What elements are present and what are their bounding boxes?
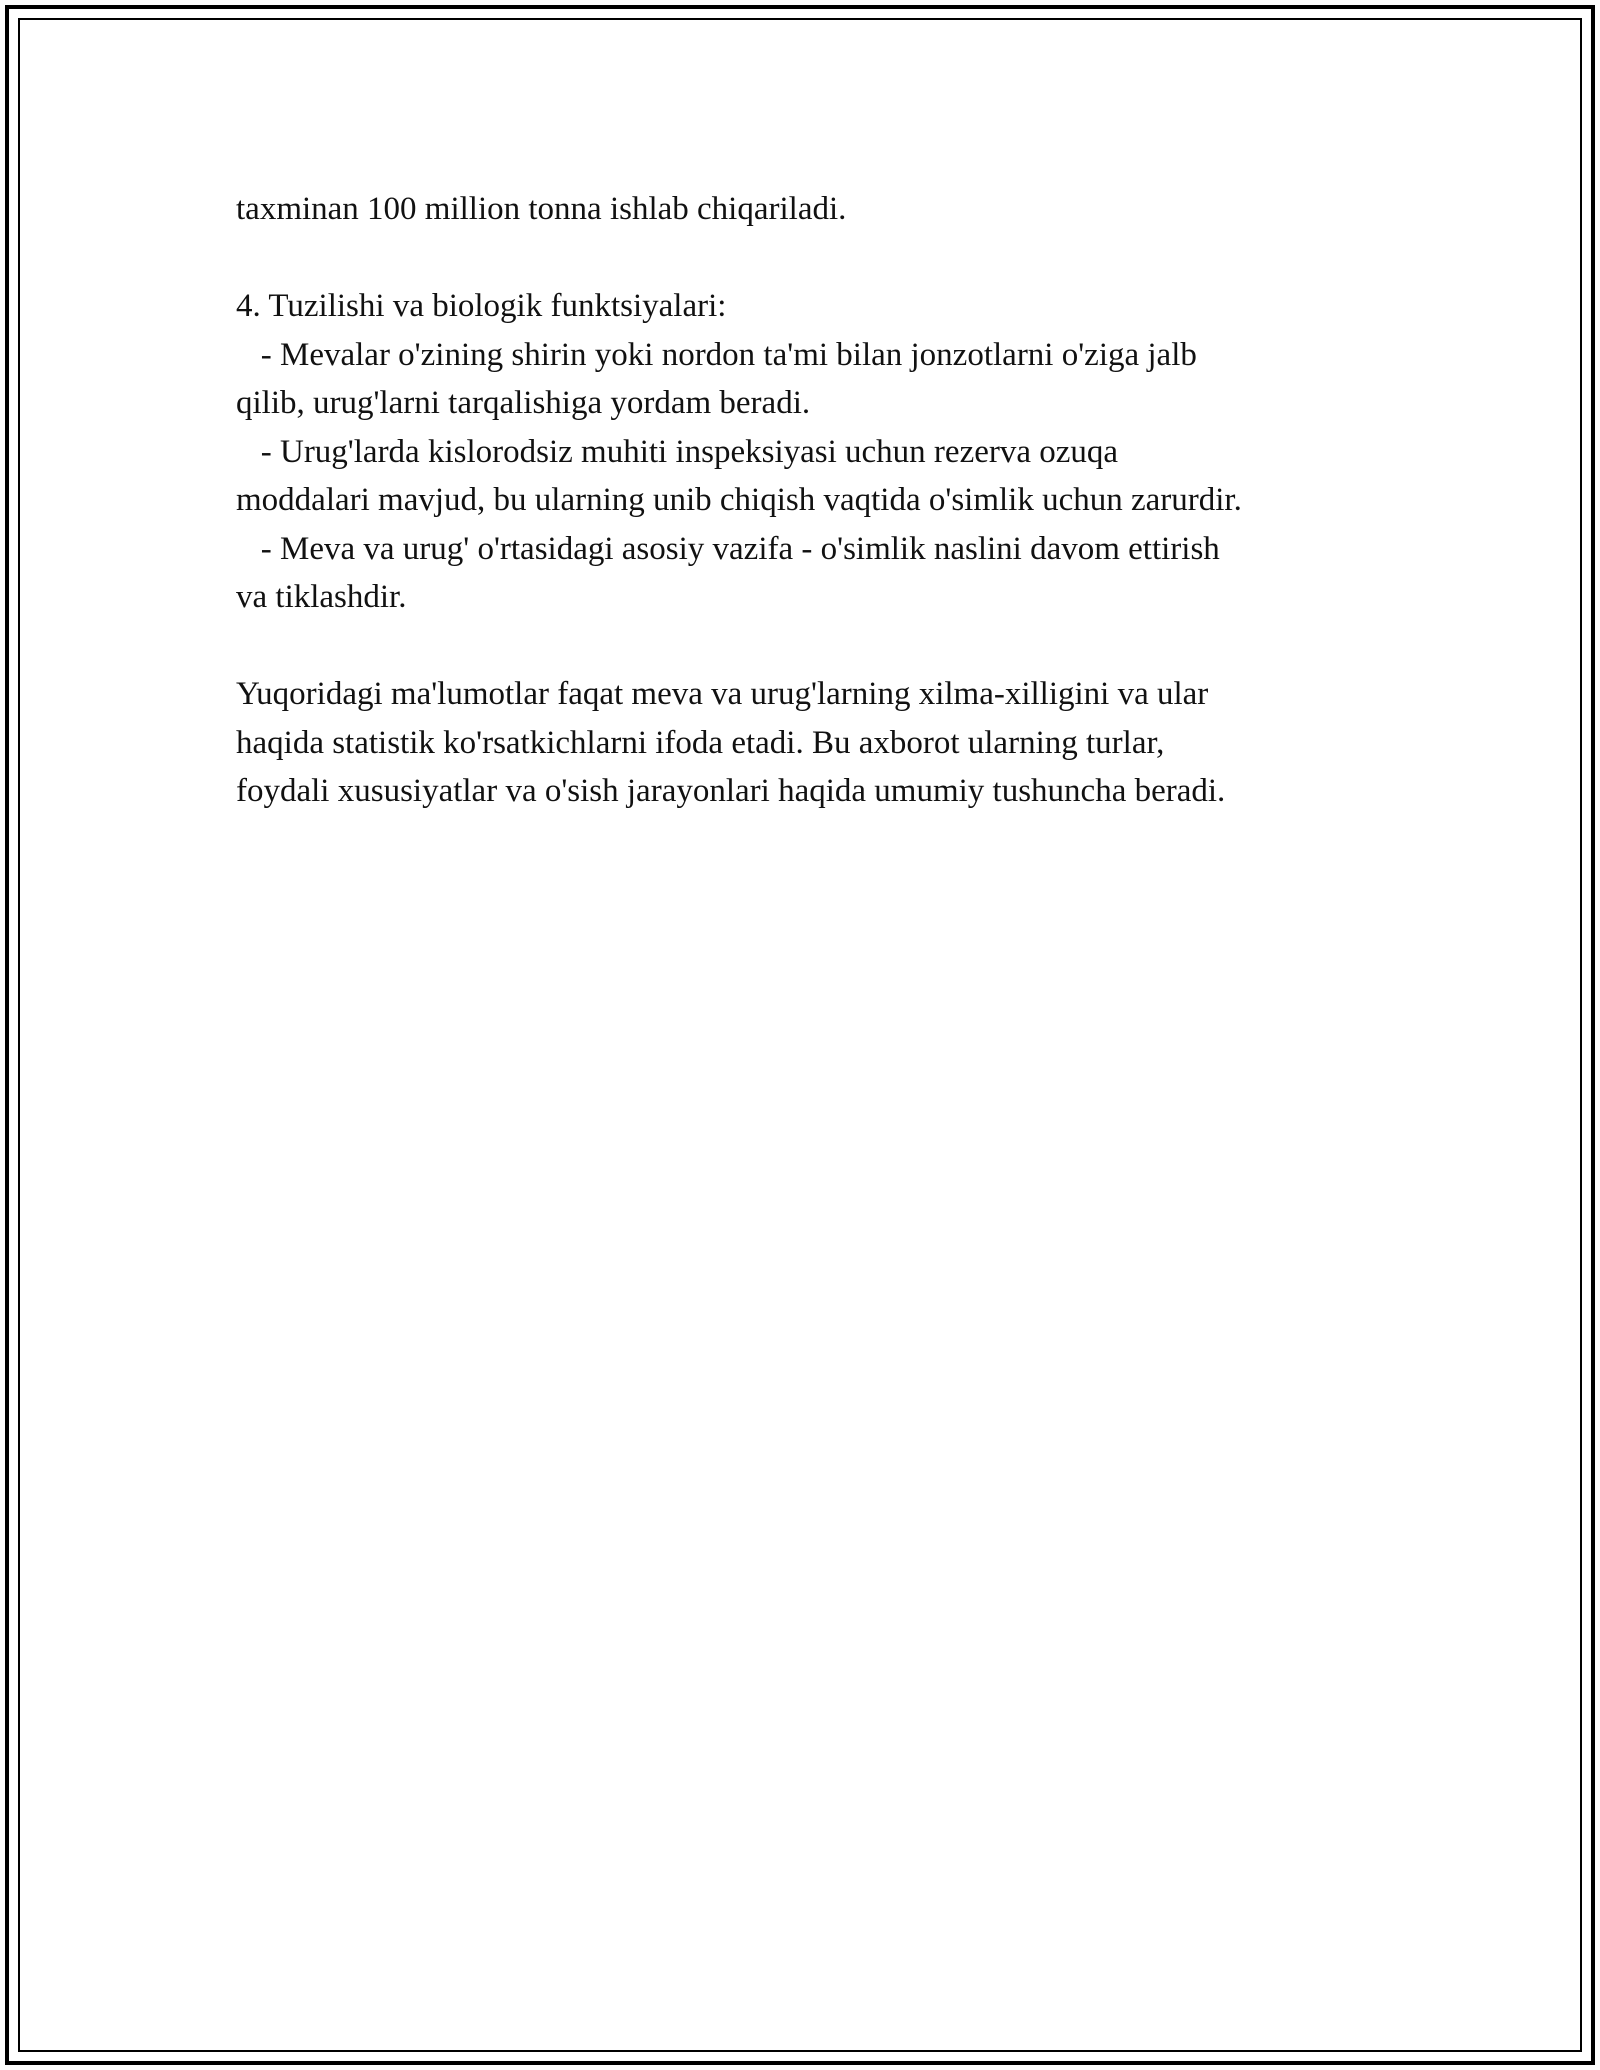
- bullet-3-line-2: va tiklashdir.: [236, 579, 407, 615]
- document-body: [236, 185, 1386, 816]
- conclusion-line-1: Yuqoridagi ma'lumotlar faqat meva va urug'larning xilma-xilligini va ular: [236, 676, 1209, 712]
- conclusion-line-3: foydali xususiyatlar va o'sish jarayonlari haqida umumiy tushuncha beradi.: [236, 773, 1226, 809]
- bullet-3-line-1: - Meva va urug' o'rtasidagi asosiy vazifa - o'simlik naslini davom ettirish: [236, 530, 1220, 567]
- bullet-1-line-2: qilib, urug'larni tarqalishiga yordam beradi.: [236, 385, 811, 421]
- bullet-2-line-2: moddalari mavjud, bu ularning unib chiqish vaqtida o'simlik uchun zarurdir.: [236, 482, 1242, 518]
- bullet-1-line-1: - Mevalar o'zining shirin yoki nordon ta'mi bilan jonzotlarni o'ziga jalb: [236, 336, 1197, 373]
- bullet-2-line-1: - Urug'larda kislorodsiz muhiti inspeksiyasi uchun rezerva ozuqa: [236, 433, 1119, 470]
- section-heading: 4. Tuzilishi va biologik funktsiyalari:: [236, 288, 727, 324]
- paragraph-spacer: [236, 622, 1386, 671]
- conclusion-line-2: haqida statistik ko'rsatkichlarni ifoda etadi. Bu axborot ularning turlar,: [236, 724, 1165, 761]
- continuation-text: taxminan 100 million tonna ishlab chiqariladi.: [236, 191, 847, 227]
- paragraph-spacer: [236, 234, 1386, 283]
